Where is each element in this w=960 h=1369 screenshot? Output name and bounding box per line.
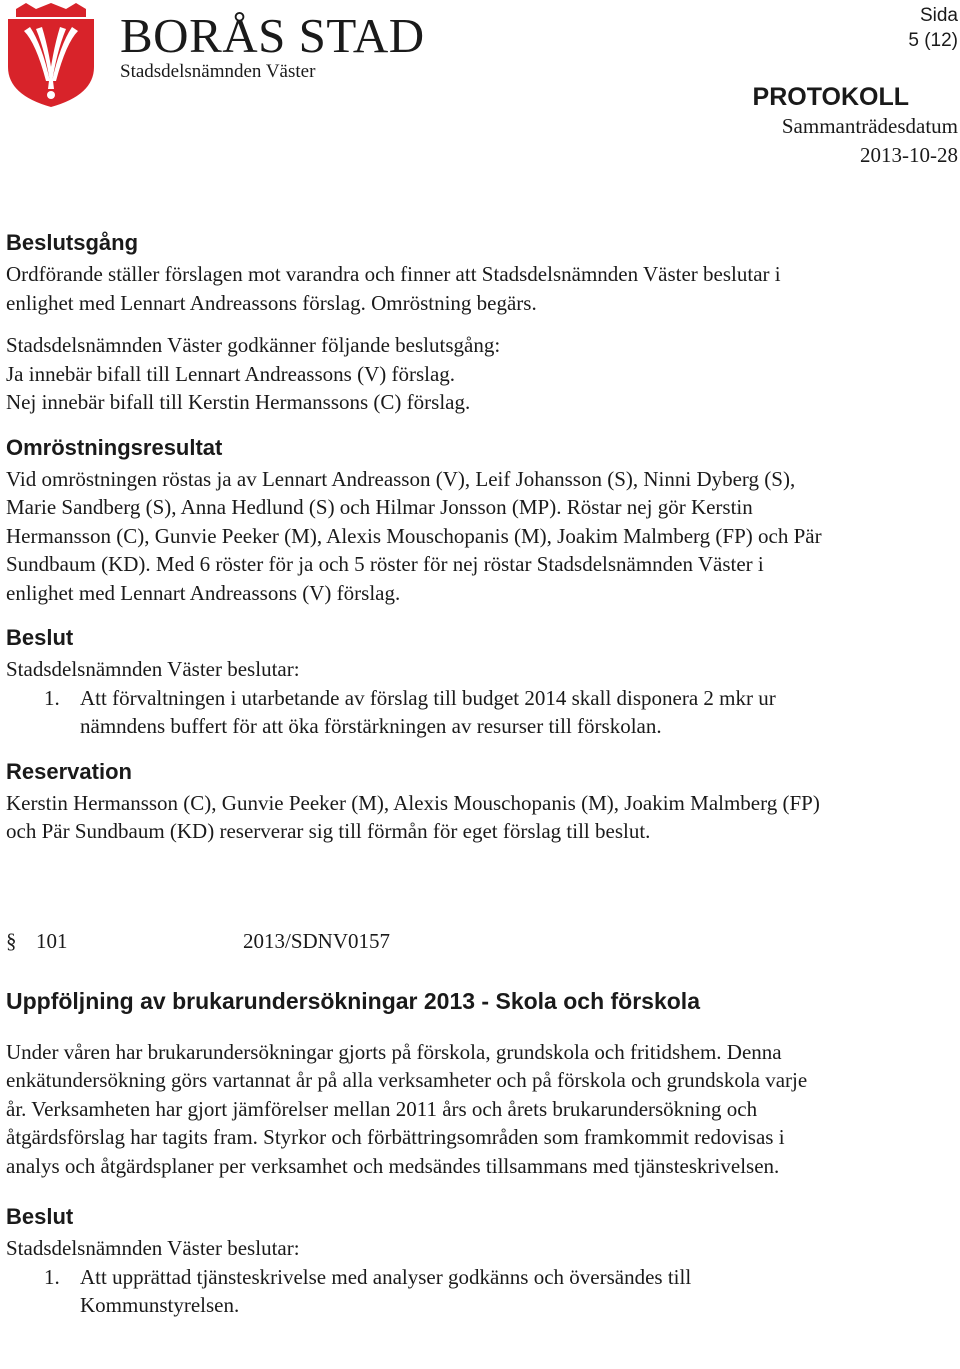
paragraph: och Pär Sundbaum (KD) reserverar sig till förmån för eget förslag till beslut. bbox=[6, 819, 651, 843]
paragraph: analys och åtgärdsplaner per verksamhet och medsändes tillsammans med tjänsteskrivelsen. bbox=[6, 1153, 780, 1178]
document-meta bbox=[753, 4, 958, 170]
paragraph: Stadsdelsnämnden Väster godkänner följande beslutsgång: bbox=[6, 333, 501, 357]
meeting-date: 2013-10-28 bbox=[860, 143, 958, 167]
case-title: Uppföljning av brukarundersökningar 2013 - Skola och förskola bbox=[6, 987, 700, 1014]
paragraph: enlighet med Lennart Andreassons förslag. Omröstning begärs. bbox=[6, 290, 537, 315]
org-subtitle: Stadsdelsnämnden Väster bbox=[120, 61, 316, 82]
paragraph: Ordförande ställer förslagen mot varandra och finner att Stadsdelsnämnden Väster beslutar i bbox=[6, 262, 781, 286]
paragraph: Stadsdelsnämnden Väster beslutar: bbox=[6, 657, 300, 681]
list-number: 1. bbox=[44, 1264, 60, 1289]
paragraph: Under våren har brukarundersökningar gjorts på förskola, grundskola och fritidshem. Denna bbox=[6, 1039, 782, 1064]
list-text bbox=[80, 1263, 951, 1320]
paragraph: Ja innebär bifall till Lennart Andreassons (V) förslag. bbox=[6, 361, 456, 386]
org-logo-text bbox=[120, 10, 425, 82]
coat-of-arms-icon bbox=[6, 3, 96, 107]
paragraph: Nej innebär bifall till Kerstin Hermanssons (C) förslag. bbox=[6, 390, 471, 414]
page-label: Sida bbox=[919, 5, 958, 26]
section-heading-beslutsgang: Beslutsgång bbox=[6, 230, 139, 255]
paragraph: enkätundersökning görs vartannat år på alla verksamheter och på förskola och grundskola varje bbox=[6, 1068, 808, 1092]
list-text-line: Kommunstyrelsen. bbox=[80, 1293, 240, 1317]
paragraph: åtgärdsförslag har tagits fram. Styrkor och förbättringsområden som framkommit redovisas i bbox=[6, 1125, 785, 1149]
list-text-line: Att upprättad tjänsteskrivelse med analyser godkänns och översändes till bbox=[80, 1264, 692, 1289]
paragraph: Vid omröstningen röstas ja av Lennart Andreasson (V), Leif Johansson (S), Ninni Dyberg (S), bbox=[6, 466, 796, 491]
list-text bbox=[80, 684, 951, 741]
meeting-date-label: Sammanträdesdatum bbox=[781, 114, 958, 138]
document-type: PROTOKOLL bbox=[752, 83, 909, 111]
paragraph: Hermansson (C), Gunvie Peeker (M), Alexis Mouschopanis (M), Joakim Malmberg (FP) och Pär bbox=[6, 523, 822, 548]
paragraph: Sundbaum (KD). Med 6 röster för ja och 5 röster för nej röstar Stadsdelsnämnden Väster i bbox=[6, 552, 764, 576]
section-mark: § bbox=[6, 928, 17, 953]
section-heading-omrostning: Omröstningsresultat bbox=[6, 434, 223, 460]
list-text-line: Att förvaltningen i utarbetande av förslag till budget 2014 skall disponera 2 mkr ur bbox=[80, 685, 776, 710]
paragraph: år. Verksamheten har gjort jämförelser mellan 2011 års och årets brukarundersökning och bbox=[6, 1096, 758, 1121]
paragraph: Kerstin Hermansson (C), Gunvie Peeker (M), Alexis Mouschopanis (M), Joakim Malmberg (FP) bbox=[6, 790, 820, 815]
case-number: 101 bbox=[36, 928, 68, 953]
diary-number: 2013/SDNV0157 bbox=[243, 928, 391, 953]
paragraph: Stadsdelsnämnden Väster beslutar: bbox=[6, 1236, 300, 1260]
list-item bbox=[6, 684, 951, 741]
protocol-body bbox=[6, 226, 951, 1320]
section-heading-beslut: Beslut bbox=[6, 1204, 74, 1229]
decision-list bbox=[6, 1263, 951, 1320]
section-heading-reservation: Reservation bbox=[6, 758, 132, 784]
paragraph: enlighet med Lennart Andreassons (V) förslag. bbox=[6, 580, 401, 605]
org-title: BORÅS STAD bbox=[120, 8, 425, 63]
decision-list bbox=[6, 684, 951, 741]
paragraph: Marie Sandberg (S), Anna Hedlund (S) och Hilmar Jonsson (MP). Röstar nej gör Kerstin bbox=[6, 495, 753, 519]
page-number: 5 (12) bbox=[908, 30, 958, 51]
list-number: 1. bbox=[44, 685, 60, 710]
list-text-line: nämndens buffert för att öka förstärkningen av resurser till förskolan. bbox=[80, 714, 662, 738]
case-reference bbox=[6, 926, 951, 956]
section-heading-beslut: Beslut bbox=[6, 625, 74, 650]
list-item bbox=[6, 1263, 951, 1320]
